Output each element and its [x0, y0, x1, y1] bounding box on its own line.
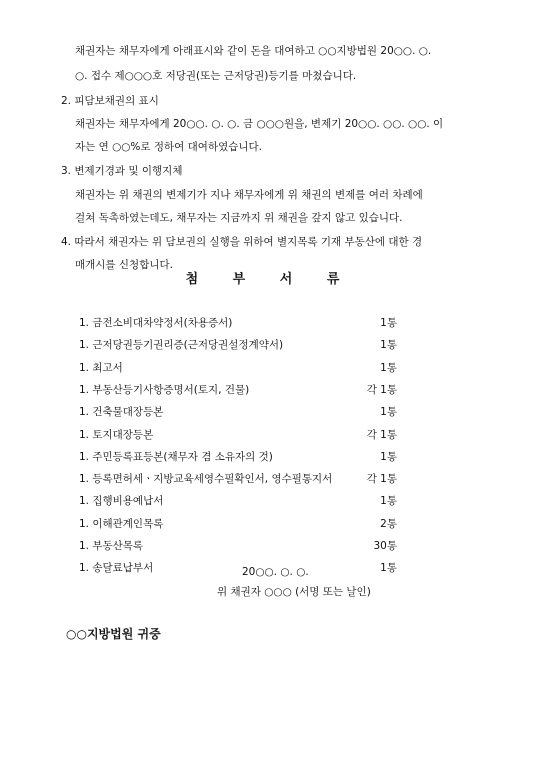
- attachment-item-count: 1통: [380, 317, 397, 329]
- attachment-item-count: 각 1통: [366, 384, 397, 396]
- attachment-item-label: 1. 주민등록표등본(채무자 겸 소유자의 것): [79, 451, 273, 463]
- attachment-item-label: 1. 등록면허세ㆍ지방교육세영수필확인서, 영수필통지서: [79, 473, 333, 485]
- body-line-1: 채권자는 채무자에게 아래표시와 같이 돈을 대여하고 ○○지방법원 20○○. ○.: [75, 45, 432, 57]
- attachment-item-label: 1. 집행비용예납서: [79, 495, 164, 507]
- attachment-item-count: 1통: [380, 406, 397, 418]
- attachment-item-count: 각 1통: [366, 429, 397, 441]
- body-line-2: ○. 접수 제○○○호 저당권(또는 근저당권)등기를 마쳤습니다.: [75, 70, 357, 82]
- section-heading-4: 4. 따라서 채권자는 위 담보권의 실행을 위하여 별지목록 기재 부동산에 대한 경: [61, 236, 423, 248]
- attachment-item-label: 1. 부동산목록: [79, 540, 144, 552]
- attachment-item-count: 30통: [373, 540, 397, 552]
- body-line-3: 채권자는 채무자에게 20○○. ○. ○. 금 ○○○원을, 변제기 20○○. ○○. ○○. 이: [75, 118, 444, 130]
- attachment-item-count: 각 1통: [366, 473, 397, 485]
- attachment-item-label: 1. 송달료납부서: [79, 562, 154, 574]
- attachment-item-label: 1. 금전소비대차약정서(차용증서): [79, 317, 233, 329]
- body-line-5: 채권자는 위 채권의 변제기가 지나 채무자에게 위 채권의 변제를 여러 차례에: [75, 189, 423, 201]
- attachment-item-count: 1통: [380, 451, 397, 463]
- attachment-item-label: 1. 이해관계인목록: [79, 518, 164, 530]
- attachment-item-count: 1통: [380, 339, 397, 351]
- signature-line: 위 채권자 ○○○ (서명 또는 날인): [217, 586, 371, 598]
- signature-date: 20○○. ○. ○.: [242, 566, 309, 578]
- section-heading-3: 3. 변제기경과 및 이행지체: [61, 165, 183, 177]
- attachment-item-count: 1통: [380, 562, 397, 574]
- section-heading-2: 2. 피담보채권의 표시: [61, 95, 159, 107]
- attachment-item-count: 1통: [380, 362, 397, 374]
- body-line-7: 매개시를 신청합니다.: [75, 259, 173, 271]
- attachment-item-label: 1. 최고서: [79, 362, 123, 374]
- court-addressee: ○○지방법원 귀중: [66, 627, 161, 641]
- attachment-item-count: 1통: [380, 495, 397, 507]
- body-line-6: 걸쳐 독촉하였는데도, 채무자는 지금까지 위 채권을 갚지 않고 있습니다.: [75, 212, 403, 224]
- attachment-item-label: 1. 건축물대장등본: [79, 406, 164, 418]
- attachment-item-label: 1. 토지대장등본: [79, 429, 154, 441]
- attachment-item-label: 1. 근저당권등기권리증(근저당권설정계약서): [79, 339, 284, 351]
- attachments-title: 첨 부 서 류: [185, 272, 355, 287]
- body-line-4: 자는 연 ○○%로 정하여 대여하였습니다.: [75, 141, 262, 153]
- attachment-item-count: 2통: [380, 518, 397, 530]
- attachment-item-label: 1. 부동산등기사항증명서(토지, 건물): [79, 384, 250, 396]
